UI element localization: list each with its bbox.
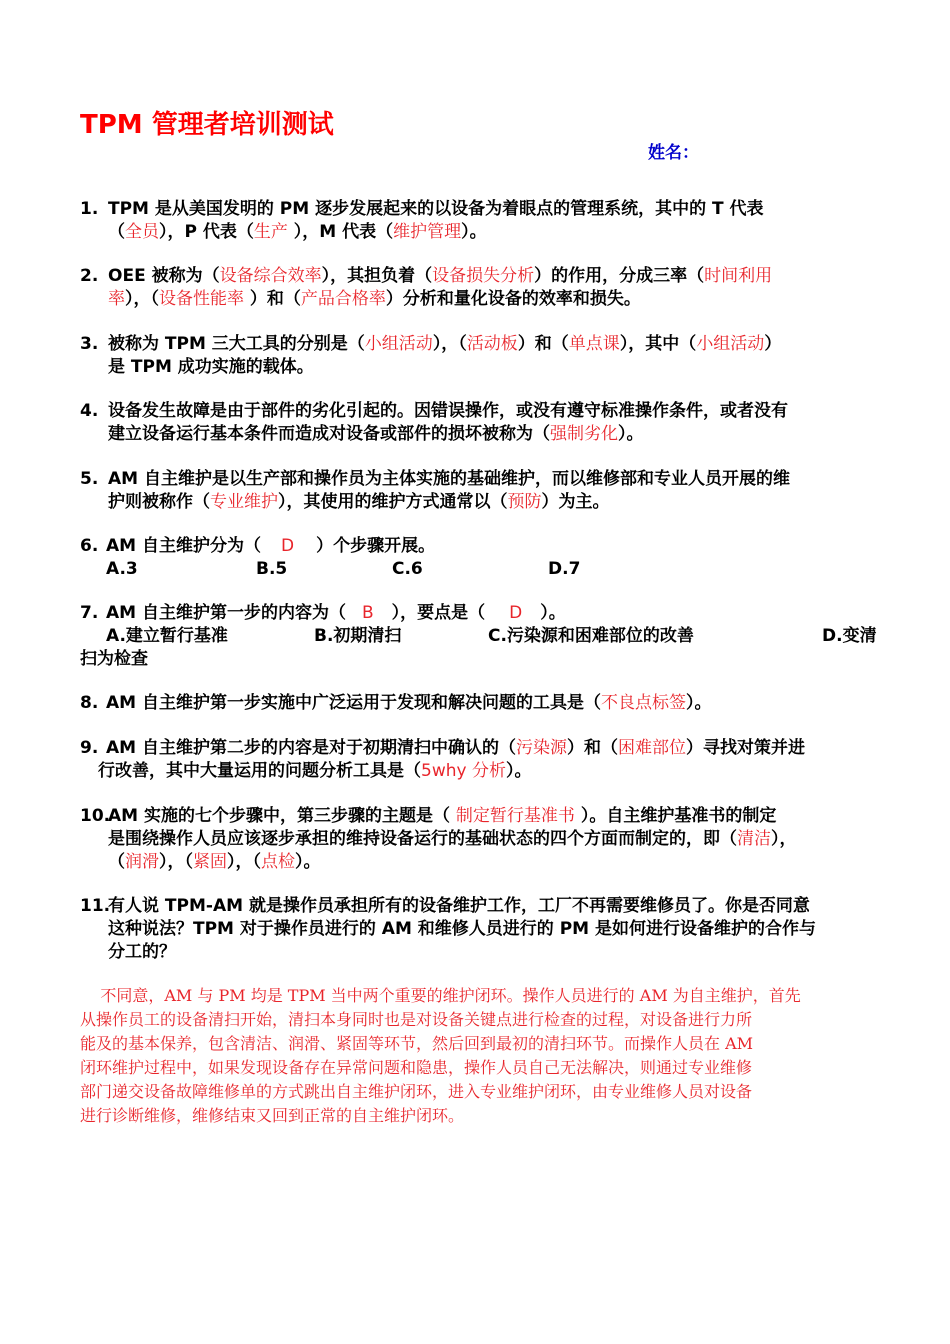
question-text: ），（	[432, 334, 467, 354]
question-text: 被称为 TPM 三大工具的分别是（	[108, 334, 365, 354]
answer-text: 生产	[253, 222, 288, 242]
question-number: 11.	[80, 896, 111, 916]
question-text: ）和（	[517, 334, 569, 354]
question-text: （	[108, 222, 125, 242]
question-text: ）。	[686, 693, 712, 713]
question-number: 8.	[80, 693, 99, 713]
question-number: 3.	[80, 334, 99, 354]
answer-text: 产品合格率	[300, 289, 386, 309]
question-text: 分工的？	[108, 942, 176, 962]
option-a: A.3	[106, 559, 138, 579]
question-text: ），	[771, 829, 797, 849]
question-text: ）和（	[244, 289, 301, 309]
question-text: ），（	[159, 852, 193, 872]
essay-line: 不同意，AM 与 PM 均是 TPM 当中两个重要的维护闭环。操作人员进行的 AM 为自主维护，首先	[80, 986, 801, 1005]
answer-text: 率	[108, 289, 125, 309]
question-1	[80, 198, 890, 244]
question-text: AM 自主维护是以生产部和操作员为主体实施的基础维护，而以维修部和专业人员开展的维	[108, 469, 790, 489]
question-text: ），其使用的维护方式通常以（	[278, 492, 508, 512]
option-row	[106, 625, 890, 648]
question-5	[80, 468, 890, 514]
answer-text: 设备损失分析	[432, 266, 535, 286]
option-c: C.6	[392, 559, 423, 579]
question-text: ）。自主维护基准书的制定	[574, 806, 777, 826]
question-text: ）	[764, 334, 782, 354]
question-text: ），P 代表（	[159, 222, 254, 242]
question-text: ），（	[125, 289, 159, 309]
answer-text: B	[362, 603, 374, 623]
answer-text: 紧固	[193, 852, 227, 872]
answer-text: 小组活动	[696, 334, 765, 354]
question-10	[80, 805, 890, 874]
question-number: 2.	[80, 266, 99, 286]
name-field-label: 姓名：	[648, 143, 699, 163]
answer-text: 时间利用	[704, 266, 773, 286]
essay-line: 部门递交设备故障维修单的方式跳出自主维护闭环，进入专业维护闭环，由专业维修人员对设备	[80, 1082, 753, 1101]
answer-text: D	[281, 536, 295, 556]
question-number: 6.	[80, 536, 99, 556]
question-text: 行改善，其中大量运用的问题分析工具是（	[98, 761, 421, 781]
answer-text: 预防	[507, 492, 542, 512]
question-3	[80, 333, 890, 379]
question-number: 1.	[80, 199, 99, 219]
answer-text: 维护管理	[393, 222, 462, 242]
answer-text: 单点课	[568, 334, 620, 354]
answer-text: 设备综合效率	[219, 266, 322, 286]
answer-text: 润滑	[125, 852, 159, 872]
question-8	[80, 692, 890, 715]
question-number: 5.	[80, 469, 99, 489]
question-text: 这种说法？TPM 对于操作员进行的 AM 和维修人员进行的 PM 是如何进行设备维护的合作与	[108, 919, 817, 939]
question-text: AM 自主维护第一步的内容为（	[106, 603, 346, 623]
question-number: 9.	[80, 738, 99, 758]
question-text: ）。	[295, 852, 321, 872]
option-a: A.建立暂行基准	[106, 626, 228, 646]
question-9	[80, 737, 890, 783]
question-text: ），（	[227, 852, 261, 872]
question-text: ），其担负着（	[321, 266, 433, 286]
question-text: ）的作用，分成三率（	[534, 266, 705, 286]
answer-text: 全员	[125, 222, 159, 242]
essay-answer	[80, 984, 890, 1128]
answer-text: 困难部位	[618, 738, 686, 758]
question-text: 建立设备运行基本条件而造成对设备或部件的损坏被称为（	[108, 424, 550, 444]
answer-text: 不良点标签	[601, 693, 686, 713]
option-wrap: 扫为检查	[80, 649, 148, 669]
question-7	[80, 602, 890, 671]
essay-line: 闭环维护过程中，如果发现设备存在异常问题和隐患，操作人员自己无法解决，则通过专业维修	[80, 1058, 753, 1077]
question-text: ）。	[461, 222, 487, 242]
question-text: AM 实施的七个步骤中，第三步骤的主题是（	[108, 806, 456, 826]
question-text: （	[108, 852, 125, 872]
option-d: D.7	[548, 559, 581, 579]
answer-text: 制定暂行基准书	[455, 806, 575, 826]
question-text: TPM 是从美国发明的 PM 逐步发展起来的以设备为着眼点的管理系统，其中的 T 代表	[108, 199, 764, 219]
question-text: ）。	[505, 761, 532, 781]
question-text: 护则被称作（	[108, 492, 210, 512]
question-text: ）寻找对策并进	[686, 738, 805, 758]
question-text: AM 自主维护第一步实施中广泛运用于发现和解决问题的工具是（	[106, 693, 601, 713]
answer-text: 专业维护	[210, 492, 278, 512]
option-c: C.污染源和困难部位的改善	[488, 626, 694, 646]
answer-text: 设备性能率	[159, 289, 244, 309]
question-text: 是 TPM 成功实施的载体。	[108, 357, 314, 377]
question-number: 7.	[80, 603, 99, 623]
question-text: 是围绕操作人员应该逐步承担的维持设备运行的基础状态的四个方面而制定的，即（	[108, 829, 737, 849]
question-text: ）分析和量化设备的效率和损失。	[385, 289, 641, 309]
question-text: 有人说 TPM-AM 就是操作员承担所有的设备维护工作，工厂不再需要维修员了。你是否同意	[108, 896, 810, 916]
option-row	[106, 558, 890, 581]
answer-text: 强制劣化	[550, 424, 618, 444]
option-b: B.初期清扫	[314, 626, 402, 646]
answer-text: 5why 分析	[421, 761, 506, 781]
question-text: OEE 被称为（	[108, 266, 220, 286]
question-text: ）为主。	[541, 492, 610, 512]
answer-text: 污染源	[516, 738, 567, 758]
answer-text: 小组活动	[364, 334, 433, 354]
question-number: 10.	[80, 806, 111, 826]
question-4	[80, 400, 890, 446]
option-b: B.5	[256, 559, 288, 579]
essay-line: 进行诊断维修，维修结束又回到正常的自主维护闭环。	[80, 1106, 465, 1125]
question-text: ）个步骤开展。	[316, 536, 436, 556]
question-text: ）。	[618, 424, 644, 444]
answer-text: 活动板	[466, 334, 518, 354]
question-2	[80, 265, 890, 311]
question-text: ），其中（	[619, 334, 697, 354]
question-text: ）。	[540, 603, 566, 623]
page-title: TPM 管理者培训测试	[80, 110, 334, 140]
answer-text: 清洁	[737, 829, 771, 849]
essay-line: 能及的基本保养，包含清洁、润滑、紧固等环节，然后回到最初的清扫环节。而操作人员在 AM	[80, 1034, 754, 1053]
answer-text: 点检	[261, 852, 295, 872]
question-text: ），M 代表（	[287, 222, 394, 242]
question-text: ）和（	[567, 738, 618, 758]
question-text: ），要点是（	[391, 603, 486, 623]
option-d: D.变清	[822, 626, 877, 646]
question-text: 设备发生故障是由于部件的劣化引起的。因错误操作，或没有遵守标准操作条件，或者没有	[108, 401, 788, 421]
question-11	[80, 895, 890, 964]
question-number: 4.	[80, 401, 99, 421]
question-text: AM 自主维护分为（	[106, 536, 261, 556]
answer-text: D	[509, 603, 523, 623]
question-6	[80, 535, 890, 581]
question-text: AM 自主维护第二步的内容是对于初期清扫中确认的（	[106, 738, 516, 758]
essay-line: 从操作员工的设备清扫开始，清扫本身同时也是对设备关键点进行检查的过程，对设备进行力所	[80, 1010, 753, 1029]
